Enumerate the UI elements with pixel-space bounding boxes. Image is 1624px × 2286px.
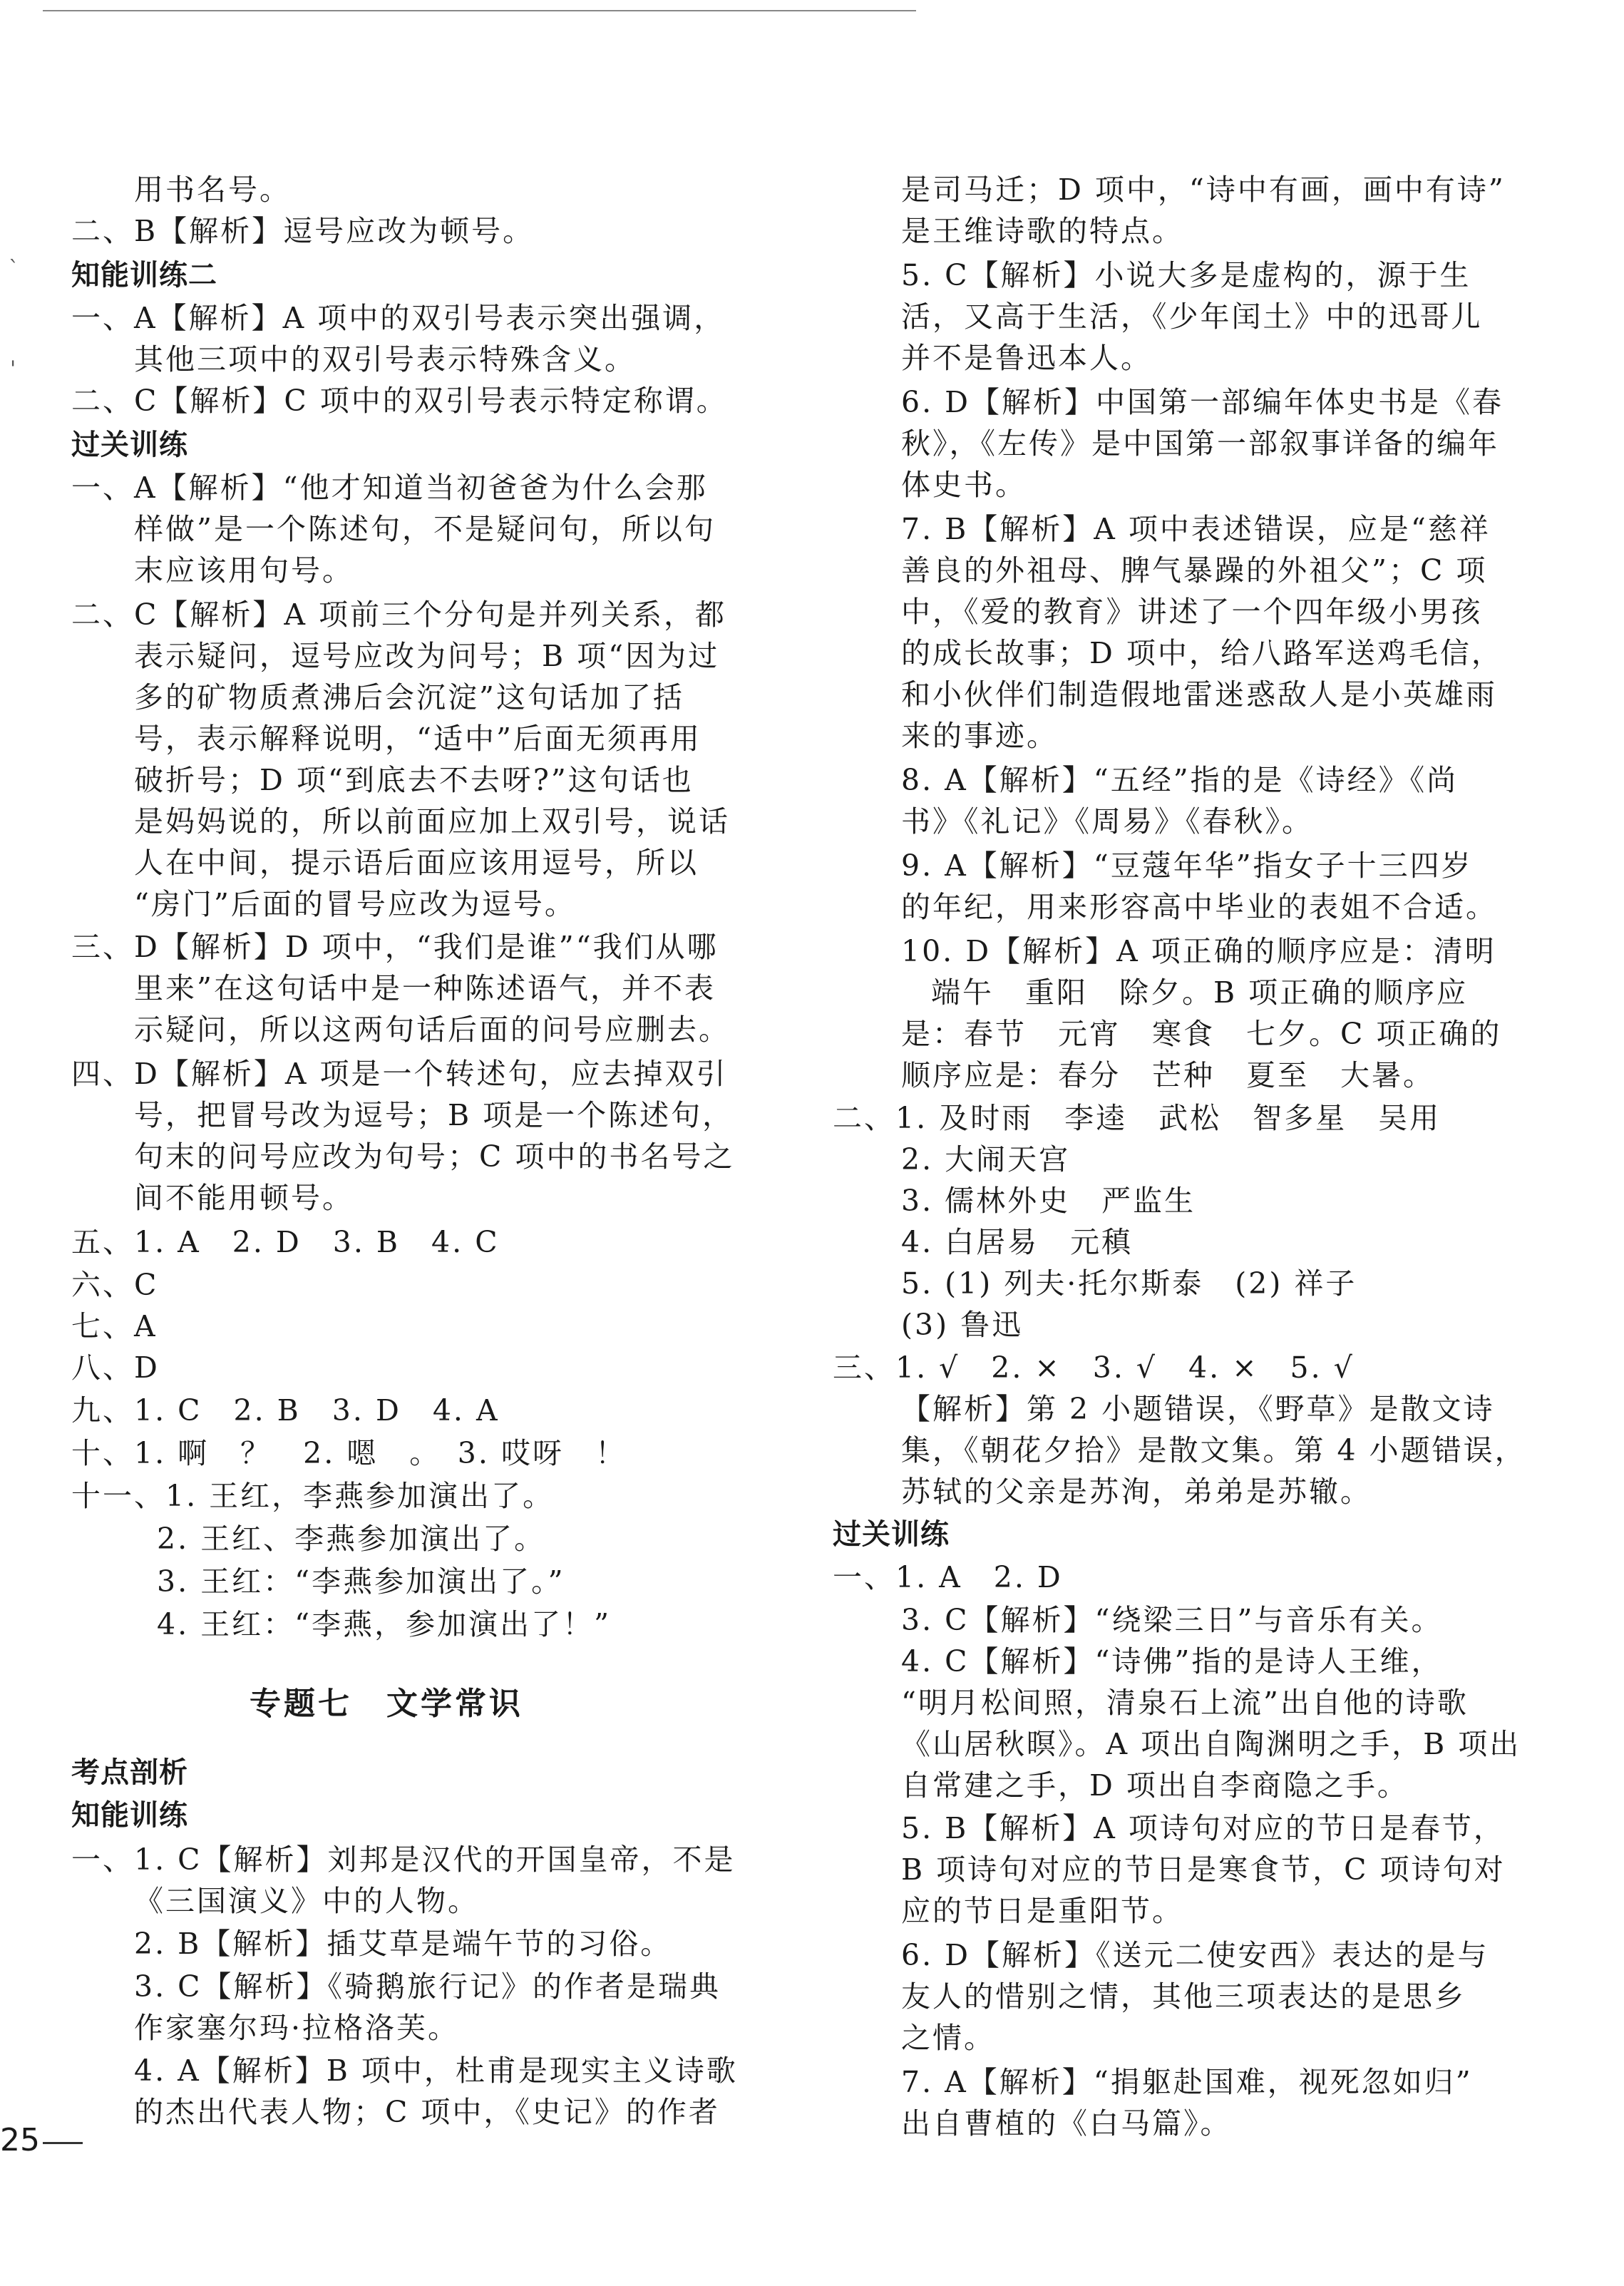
text-line: 一、A【解析】A 项中的双引号表示突出强调， [71, 301, 726, 335]
text-line: 10. D【解析】A 项正确的顺序应是：清明 [901, 934, 1496, 968]
text-line: 活，又高于生活，《少年闰土》中的迅哥儿 [901, 299, 1483, 334]
text-line: 《山居秋暝》。A 项出自陶渊明之手，B 项出 [901, 1727, 1521, 1761]
text-line: 九、1. C 2. B 3. D 4. A [71, 1393, 500, 1428]
text-line: 二、C【解析】C 项中的双引号表示特定称谓。 [71, 384, 728, 418]
text-line: 四、D【解析】A 项是一个转述句，应去掉双引 [71, 1057, 728, 1091]
page-number-rule [43, 2142, 83, 2144]
text-line: 苏轼的父亲是苏洵，弟弟是苏辙。 [901, 1475, 1372, 1509]
section-heading: 知能训练二 [71, 259, 217, 292]
text-line: 4. 白居易 元稹 [901, 1225, 1134, 1259]
text-line: 和小伙伴们制造假地雷迷惑敌人是小英雄雨 [901, 677, 1497, 712]
text-line: “明月松间照，清泉石上流”出自他的诗歌 [901, 1686, 1469, 1720]
text-line: 出自曹植的《白马篇》。 [901, 2106, 1232, 2141]
text-line: 表示疑问，逗号应改为问号；B 项“因为过 [134, 639, 720, 673]
text-line: B 项诗句对应的节日是寒食节，C 项诗句对 [901, 1852, 1506, 1887]
text-line: 7. A【解析】“捐躯赴国难，视死忽如归” [901, 2065, 1473, 2099]
text-line: 二、1. 及时雨 李逵 武松 智多星 吴用 [833, 1101, 1441, 1135]
text-line: 6. D【解析】中国第一部编年体史书是《春 [901, 385, 1504, 419]
text-line: 十、1. 啊 ？ 2. 嗯 。 3. 哎呀 ！ [71, 1436, 627, 1470]
text-line: 三、D【解析】D 项中，“我们是谁”“我们从哪 [71, 930, 719, 964]
text-line: 破折号；D 项“到底去不去呀?”这句话也 [134, 763, 694, 797]
text-line: 3. 儒林外史 严监生 [901, 1184, 1196, 1218]
text-line: 末应该用句号。 [134, 553, 354, 588]
text-line: 中，《爱的教育》讲述了一个四年级小男孩 [901, 595, 1483, 629]
text-line: 号，表示解释说明，“适中”后面无须再用 [134, 722, 701, 756]
text-line: 句末的问号应改为句号；C 项中的书名号之 [134, 1139, 735, 1174]
text-line: 间不能用顿号。 [134, 1181, 354, 1215]
text-line: 8. A【解析】“五经”指的是《诗经》《尚 [901, 763, 1459, 797]
text-line: 一、1. A 2. D [833, 1560, 1063, 1594]
text-line: 作家塞尔玛·拉格洛芙。 [134, 2011, 460, 2045]
text-line: 示疑问，所以这两句话后面的问号应删去。 [134, 1013, 730, 1047]
text-line: 2. 大闹天宫 [901, 1142, 1071, 1177]
text-line: 【解析】第 2 小题错误，《野草》是散文诗 [901, 1392, 1495, 1426]
text-line: 3. C【解析】“绕梁三日”与音乐有关。 [901, 1603, 1443, 1637]
text-line: 其他三项中的双引号表示特殊含义。 [134, 342, 636, 376]
text-line: 样做”是一个陈述句，不是疑问句，所以句 [134, 512, 716, 546]
text-line: 顺序应是：春分 芒种 夏至 大暑。 [901, 1058, 1434, 1092]
text-line: 善良的外祖母、脾气暴躁的外祖父”；C 项 [901, 553, 1488, 588]
margin-mark: ' [10, 357, 16, 381]
text-line: “房门”后面的冒号应改为逗号。 [134, 887, 576, 921]
text-line: 是妈妈说的，所以前面应加上双引号，说话 [134, 804, 730, 839]
left-column [64, 0, 763, 2286]
text-line: 5. C【解析】小说大多是虚构的，源于生 [901, 258, 1471, 292]
text-line: 二、C【解析】A 项前三个分句是并列关系，都 [71, 598, 727, 632]
text-line: 7. B【解析】A 项中表述错误，应是“慈祥 [901, 512, 1491, 546]
text-line: 十一、1. 王红，李燕参加演出了。 [71, 1479, 555, 1513]
text-line: 一、A【解析】“他才知道当初爸爸为什么会那 [71, 471, 708, 505]
text-line: 5. (1) 列夫·托尔斯泰 (2) 祥子 [901, 1266, 1357, 1301]
text-line: 4. C【解析】“诗佛”指的是诗人王维， [901, 1644, 1443, 1678]
text-line: 2. B【解析】插艾草是端午节的习俗。 [134, 1927, 672, 1961]
text-line: 6. D【解析】《送元二使安西》表达的是与 [901, 1938, 1489, 1972]
text-line: 体史书。 [901, 468, 1027, 502]
section-heading: 过关训练 [71, 429, 188, 461]
text-line: 里来”在这句话中是一种陈述语气，并不表 [134, 971, 716, 1005]
text-line: 应的节日是重阳节。 [901, 1894, 1183, 1928]
text-line: 七、A [71, 1309, 158, 1343]
text-line: 《三国演义》中的人物。 [134, 1884, 479, 1918]
section-heading: 过关训练 [833, 1518, 950, 1551]
margin-mark: ` [9, 257, 19, 282]
text-line: 是司马迁；D 项中，“诗中有画，画中有诗” [901, 173, 1506, 207]
text-line: (3) 鲁迅 [901, 1308, 1024, 1342]
text-line: 的年纪，用来形容高中毕业的表姐不合适。 [901, 890, 1497, 924]
text-line: 三、1. √ 2. × 3. √ 4. × 5. √ [833, 1350, 1355, 1385]
text-line: 多的矿物质煮沸后会沉淀”这句话加了括 [134, 680, 684, 714]
text-line: 5. B【解析】A 项诗句对应的节日是春节， [901, 1811, 1505, 1845]
text-line: 友人的惜别之情，其他三项表达的是思乡 [901, 1979, 1466, 2014]
text-line: 八、D [71, 1350, 160, 1385]
section-heading: 考点剖析 [71, 1756, 188, 1789]
text-line: 是王维诗歌的特点。 [901, 214, 1183, 248]
text-line: 2. 王红、李燕参加演出了。 [157, 1522, 546, 1556]
text-line: 9. A【解析】“豆蔻年华”指女子十三四岁 [901, 849, 1473, 883]
text-line: 五、1. A 2. D 3. B 4. C [71, 1225, 500, 1259]
right-column [833, 0, 1531, 2286]
text-line: 4. A【解析】B 项中，杜甫是现实主义诗歌 [134, 2054, 738, 2088]
text-line: 书》《礼记》《周易》《春秋》。 [901, 804, 1313, 839]
text-line: 用书名号。 [134, 173, 291, 207]
text-line: 3. 王红：“李燕参加演出了。” [157, 1564, 565, 1599]
text-line: 的杰出代表人物；C 项中，《史记》的作者 [134, 2095, 720, 2129]
text-line: 4. 王红：“李燕，参加演出了！” [157, 1607, 612, 1641]
page-number: 25 [0, 2122, 40, 2158]
text-line: 六、C [71, 1268, 159, 1302]
text-line: 之情。 [901, 2021, 995, 2055]
text-line: 端午 重阳 除夕。B 项正确的顺序应 [931, 975, 1469, 1010]
text-line: 的成长故事；D 项中，给八路军送鸡毛信， [901, 636, 1503, 670]
chapter-title: 专题七 文学常识 [250, 1686, 523, 1722]
text-line: 集，《朝花夕拾》是散文集。第 4 小题错误， [901, 1433, 1526, 1467]
text-line: 是：春节 元宵 寒食 七夕。C 项正确的 [901, 1017, 1502, 1051]
text-line: 一、1. C【解析】刘邦是汉代的开国皇帝，不是 [71, 1842, 736, 1877]
text-line: 秋》，《左传》是中国第一部叙事详备的编年 [901, 426, 1499, 461]
text-line: 来的事迹。 [901, 719, 1058, 753]
text-line: 并不是鲁迅本人。 [901, 341, 1152, 375]
text-line: 二、B【解析】逗号应改为顿号。 [71, 214, 535, 248]
text-line: 人在中间，提示语后面应该用逗号，所以 [134, 846, 699, 880]
section-heading: 知能训练 [71, 1799, 188, 1832]
text-line: 3. C【解析】《骑鹅旅行记》的作者是瑞典 [134, 1969, 721, 2004]
text-line: 号，把冒号改为逗号；B 项是一个陈述句， [134, 1098, 734, 1132]
text-line: 自常建之手，D 项出自李商隐之手。 [901, 1768, 1409, 1803]
